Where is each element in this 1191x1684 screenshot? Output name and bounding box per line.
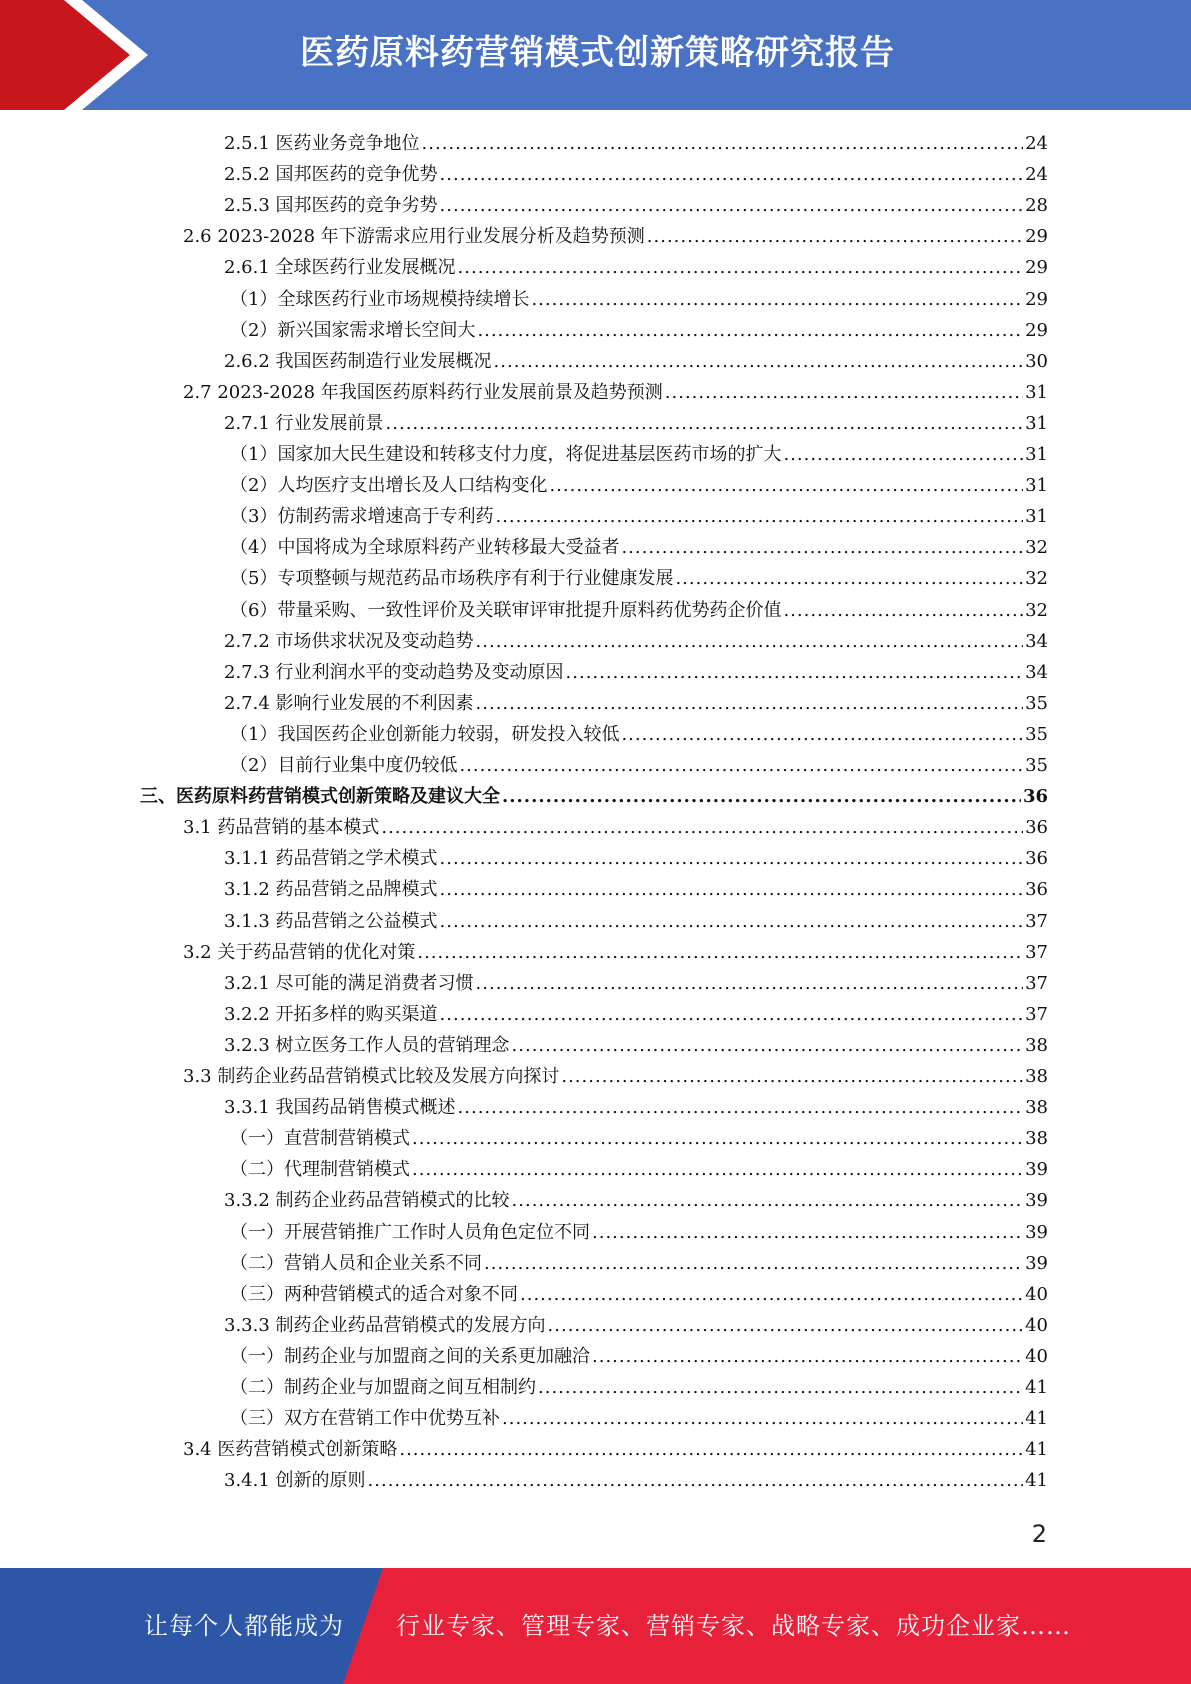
toc-entry-title: 2.7.1 行业发展前景 <box>224 412 384 434</box>
toc-dot-leader <box>386 408 1024 439</box>
toc-dot-leader <box>459 750 1023 781</box>
toc-dot-leader <box>512 1185 1024 1216</box>
toc-entry-title: 3.3.2 制药企业药品营销模式的比较 <box>224 1190 510 1212</box>
toc-entry-page: 35 <box>1025 723 1048 745</box>
toc-dot-leader <box>412 1123 1023 1154</box>
toc-dot-leader <box>458 1092 1024 1123</box>
toc-entry-page: 34 <box>1025 630 1048 652</box>
toc-entry-title: 2.7.2 市场供求状况及变动趋势 <box>224 630 474 652</box>
toc-entry-page: 40 <box>1025 1345 1048 1367</box>
toc-entry[interactable] <box>230 1279 1048 1310</box>
toc-entry-page: 41 <box>1025 1377 1048 1398</box>
toc-entry-title: 3.3.3 制药企业药品营销模式的发展方向 <box>224 1314 546 1336</box>
toc-entry-page: 37 <box>1025 941 1048 963</box>
toc-entry-title: 2.7.4 影响行业发展的不利因素 <box>224 692 474 714</box>
toc-dot-leader <box>477 315 1023 346</box>
toc-dot-leader <box>647 221 1023 252</box>
toc-entry-title: 2.5.1 医药业务竞争地位 <box>224 133 420 154</box>
toc-entry[interactable] <box>224 657 1048 688</box>
toc-dot-leader <box>422 128 1024 159</box>
toc-entry[interactable] <box>183 1061 1048 1092</box>
toc-dot-leader <box>675 563 1023 594</box>
toc-entry-title: 2.6 2023-2028 年下游需求应用行业发展分析及趋势预测 <box>183 226 645 248</box>
toc-entry-page: 36 <box>1025 817 1048 839</box>
toc-entry[interactable] <box>224 1465 1048 1496</box>
toc-entry-title: 3.4 医药营销模式创新策略 <box>183 1439 398 1461</box>
toc-entry[interactable] <box>183 937 1048 968</box>
toc-entry[interactable] <box>224 346 1048 377</box>
toc-entry[interactable] <box>224 159 1048 190</box>
toc-dot-leader <box>495 501 1023 532</box>
toc-dot-leader <box>512 1030 1024 1061</box>
toc-entry[interactable] <box>230 719 1048 750</box>
toc-entry-page: 41 <box>1025 1408 1048 1430</box>
toc-entry-page: 28 <box>1025 195 1048 217</box>
toc-entry-title: 3.2 关于药品营销的优化对策 <box>183 941 416 963</box>
toc-dot-leader <box>412 1154 1023 1185</box>
footer-slogan-left: 让每个人都能成为 <box>144 1612 344 1640</box>
toc-entry-page: 36 <box>1022 786 1048 808</box>
toc-entry[interactable] <box>224 252 1048 283</box>
toc-dot-leader <box>621 719 1023 750</box>
toc-dot-leader <box>476 688 1024 719</box>
toc-dot-leader <box>458 252 1024 283</box>
toc-entry[interactable] <box>230 1123 1048 1154</box>
toc-entry-page: 31 <box>1025 444 1048 465</box>
toc-dot-leader <box>538 1372 1023 1403</box>
toc-entry-title: 3.2.1 尽可能的满足消费者习惯 <box>224 972 474 994</box>
toc-entry[interactable] <box>224 906 1048 937</box>
toc-entry-page: 29 <box>1025 288 1048 310</box>
toc-entry[interactable] <box>230 1217 1048 1248</box>
toc-entry[interactable] <box>224 1185 1048 1216</box>
toc-entry-page: 41 <box>1025 1439 1048 1461</box>
toc-entry-title: （1）国家加大民生建设和转移支付力度，将促进基层医药市场的扩大 <box>230 444 782 465</box>
toc-entry-page: 41 <box>1025 1470 1048 1492</box>
toc-entry[interactable] <box>230 532 1048 563</box>
toc-entry-title: （1）我国医药企业创新能力较弱，研发投入较低 <box>230 723 620 745</box>
toc-dot-leader <box>440 190 1024 221</box>
toc-entry-page: 29 <box>1025 226 1048 248</box>
toc-entry-page: 36 <box>1025 848 1048 870</box>
toc-entry[interactable] <box>230 501 1048 532</box>
toc-dot-leader <box>502 1403 1023 1434</box>
toc-dot-leader <box>399 1434 1023 1465</box>
toc-entry[interactable] <box>224 408 1048 439</box>
toc-entry[interactable] <box>230 1154 1048 1185</box>
toc-entry-page: 37 <box>1025 910 1048 932</box>
toc-entry-title: （4）中国将成为全球原料药产业转移最大受益者 <box>230 537 620 559</box>
report-title: 医药原料药营销模式创新策略研究报告 <box>300 33 895 73</box>
toc-dot-leader <box>440 999 1024 1030</box>
toc-dot-leader <box>417 937 1023 968</box>
toc-entry-page: 39 <box>1025 1252 1048 1274</box>
toc-entry[interactable] <box>224 874 1048 905</box>
toc-entry[interactable] <box>230 1341 1048 1372</box>
toc-entry-title: 三、医药原料药营销模式创新策略及建议大全 <box>140 786 500 808</box>
toc-entry-page: 40 <box>1025 1314 1048 1336</box>
toc-dot-leader <box>621 532 1023 563</box>
toc-entry[interactable] <box>230 595 1048 626</box>
toc-entry[interactable] <box>140 781 1048 812</box>
toc-entry-page: 32 <box>1025 568 1048 590</box>
toc-entry[interactable] <box>183 812 1048 843</box>
toc-entry-title: （二）制药企业与加盟商之间互相制约 <box>230 1377 536 1398</box>
toc-entry[interactable] <box>183 221 1048 252</box>
toc-entry[interactable] <box>230 1248 1048 1279</box>
toc-entry-title: （一）开展营销推广工作时人员角色定位不同 <box>230 1221 590 1243</box>
toc-entry-page: 38 <box>1025 1097 1048 1119</box>
toc-entry-title: 3.3 制药企业药品营销模式比较及发展方向探讨 <box>183 1066 560 1087</box>
toc-entry-title: （2）人均医疗支出增长及人口结构变化 <box>230 475 548 497</box>
toc-entry[interactable] <box>224 843 1048 874</box>
toc-entry-title: （2）目前行业集中度仍较低 <box>230 755 458 776</box>
toc-entry-page: 29 <box>1025 257 1048 279</box>
toc-entry-page: 32 <box>1025 537 1048 559</box>
toc-entry[interactable] <box>224 190 1048 221</box>
toc-dot-leader <box>476 968 1024 999</box>
toc-entry-page: 31 <box>1025 506 1048 528</box>
toc-entry-title: 2.7 2023-2028 年我国医药原料药行业发展前景及趋势预测 <box>183 381 663 403</box>
toc-entry-page: 31 <box>1025 381 1048 403</box>
toc-entry[interactable] <box>230 315 1048 346</box>
toc-dot-leader <box>783 595 1023 626</box>
toc-entry-title: 2.7.3 行业利润水平的变动趋势及变动原因 <box>224 661 564 683</box>
toc-entry-title: 3.1.1 药品营销之学术模式 <box>224 848 438 870</box>
toc-entry[interactable] <box>224 1030 1048 1061</box>
toc-entry[interactable] <box>224 626 1048 657</box>
toc-dot-leader <box>783 439 1023 470</box>
toc-entry-page: 38 <box>1025 1034 1048 1056</box>
toc-entry-page: 38 <box>1025 1128 1048 1150</box>
toc-entry-page: 38 <box>1025 1066 1048 1087</box>
toc-dot-leader <box>665 377 1023 408</box>
toc-entry-title: （二）代理制营销模式 <box>230 1159 410 1181</box>
toc-dot-leader <box>440 874 1024 905</box>
toc-dot-leader <box>592 1341 1023 1372</box>
footer-slogan-right: 行业专家、管理专家、营销专家、战略专家、成功企业家…… <box>396 1612 1071 1640</box>
toc-entry-title: （5）专项整顿与规范药品市场秩序有利于行业健康发展 <box>230 568 674 590</box>
toc-entry[interactable] <box>224 1310 1048 1341</box>
toc-entry-title: （一）直营制营销模式 <box>230 1128 410 1150</box>
toc-entry-title: （三）两种营销模式的适合对象不同 <box>230 1283 518 1305</box>
toc-entry-page: 32 <box>1025 599 1048 621</box>
toc-dot-leader <box>440 159 1024 190</box>
toc-entry[interactable] <box>230 563 1048 594</box>
toc-dot-leader <box>531 284 1023 315</box>
toc-entry[interactable] <box>230 750 1048 781</box>
toc-entry[interactable] <box>183 1434 1048 1465</box>
toc-entry-page: 40 <box>1025 1283 1048 1305</box>
toc-dot-leader <box>592 1217 1023 1248</box>
toc-entry-title: 2.6.2 我国医药制造行业发展概况 <box>224 350 492 372</box>
toc-entry[interactable] <box>224 1092 1048 1123</box>
toc-entry-page: 36 <box>1025 879 1048 901</box>
toc-entry-page: 30 <box>1025 350 1048 372</box>
red-arrow-tab <box>0 0 150 110</box>
toc-entry-page: 34 <box>1025 661 1048 683</box>
toc-dot-leader <box>484 1248 1023 1279</box>
toc-entry-title: （三）双方在营销工作中优势互补 <box>230 1408 500 1430</box>
toc-entry[interactable] <box>230 470 1048 501</box>
toc-entry-page: 24 <box>1025 133 1048 154</box>
toc-entry[interactable] <box>230 1403 1048 1434</box>
toc-dot-leader <box>440 843 1024 874</box>
toc-entry-page: 39 <box>1025 1159 1048 1181</box>
toc-entry-title: 2.5.3 国邦医药的竞争劣势 <box>224 195 438 217</box>
toc-entry-page: 29 <box>1025 319 1048 341</box>
toc-entry-page: 31 <box>1025 475 1048 497</box>
toc-entry-title: 3.2.3 树立医务工作人员的营销理念 <box>224 1034 510 1056</box>
toc-entry-title: 2.5.2 国邦医药的竞争优势 <box>224 164 438 186</box>
toc-dot-leader <box>520 1279 1023 1310</box>
toc-dot-leader <box>548 1310 1024 1341</box>
toc-entry-page: 31 <box>1025 412 1048 434</box>
toc-entry-title: 3.1 药品营销的基本模式 <box>183 817 380 839</box>
toc-dot-leader <box>494 346 1024 377</box>
toc-entry-title: 3.2.2 开拓多样的购买渠道 <box>224 1003 438 1025</box>
toc-entry-title: （6）带量采购、一致性评价及关联审评审批提升原料药优势药企价值 <box>230 599 782 621</box>
toc-entry-title: （1）全球医药行业市场规模持续增长 <box>230 288 530 310</box>
toc-entry-page: 37 <box>1025 972 1048 994</box>
toc-dot-leader <box>566 657 1024 688</box>
toc-entry-title: 3.3.1 我国药品销售模式概述 <box>224 1097 456 1119</box>
toc-entry[interactable] <box>183 377 1048 408</box>
toc-entry-title: 3.4.1 创新的原则 <box>224 1470 366 1492</box>
toc-entry-title: 3.1.3 药品营销之公益模式 <box>224 910 438 932</box>
toc-entry-title: 3.1.2 药品营销之品牌模式 <box>224 879 438 901</box>
toc-entry-page: 35 <box>1025 692 1048 714</box>
toc-entry[interactable] <box>230 1372 1048 1403</box>
toc-dot-leader <box>502 781 1021 812</box>
toc-entry[interactable] <box>224 128 1048 159</box>
toc-entry-page: 24 <box>1025 164 1048 186</box>
toc-entry[interactable] <box>230 439 1048 470</box>
toc-entry[interactable] <box>224 999 1048 1030</box>
toc-entry-title: （3）仿制药需求增速高于专利药 <box>230 506 494 528</box>
toc-entry-title: （一）制药企业与加盟商之间的关系更加融洽 <box>230 1345 590 1367</box>
toc-entry[interactable] <box>230 284 1048 315</box>
page-number: 2 <box>1031 1520 1047 1548</box>
toc-dot-leader <box>476 626 1024 657</box>
toc-dot-leader <box>440 906 1024 937</box>
toc-dot-leader <box>368 1465 1024 1496</box>
toc-entry-title: （二）营销人员和企业关系不同 <box>230 1252 482 1274</box>
toc-dot-leader <box>549 470 1023 501</box>
toc-entry-page: 39 <box>1025 1221 1048 1243</box>
toc-dot-leader <box>561 1061 1023 1092</box>
toc-entry-page: 39 <box>1025 1190 1048 1212</box>
report-header <box>0 0 1191 110</box>
toc-entry-page: 35 <box>1025 755 1048 776</box>
toc-dot-leader <box>381 812 1023 843</box>
footer-banner <box>0 1568 1191 1684</box>
toc-entry[interactable] <box>224 688 1048 719</box>
toc-entry-page: 37 <box>1025 1003 1048 1025</box>
toc-entry-title: 2.6.1 全球医药行业发展概况 <box>224 257 456 279</box>
toc-entry[interactable] <box>224 968 1048 999</box>
toc-entry-title: （2）新兴国家需求增长空间大 <box>230 319 476 341</box>
